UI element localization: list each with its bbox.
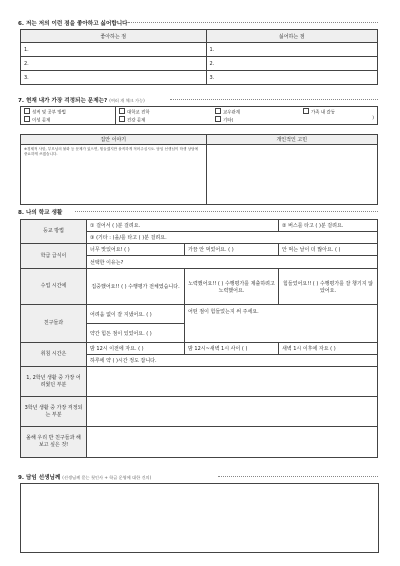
option-study[interactable]: 성적 및 공부 방법 xyxy=(21,107,116,116)
col-dislike-header: 싫어하는 점 xyxy=(206,30,378,43)
col-like-header: 좋아하는 점 xyxy=(21,30,207,43)
section-9-title-text: 9. 담임 선생님께 xyxy=(18,475,61,481)
section-9-title xyxy=(18,473,151,481)
option-family[interactable]: 가족 내 갈등 xyxy=(300,107,378,116)
commute-label: 등교 방법 xyxy=(21,220,87,244)
worries-table xyxy=(20,134,378,205)
col-personal-header: 개인적인 고민 xyxy=(206,135,378,145)
title-leader-dots xyxy=(128,22,378,23)
friends-label: 친구들과 xyxy=(21,305,87,343)
lunch-option-a[interactable]: 너무 맛있어요! ( ) xyxy=(87,244,185,256)
dislike-row-3[interactable]: 3. xyxy=(206,71,378,85)
lunch-option-b[interactable]: 가끔 안 먹었어요. ( ) xyxy=(185,244,279,256)
lunch-label: 학급 급식이 xyxy=(21,244,87,269)
friends-difficulty-field[interactable]: 어떤 점이 힘들었는지 써 주세요. xyxy=(185,305,378,343)
class-option-c[interactable]: 힘들었어요!! ( ) 수행평가를 잘 챙기지 않았어요. xyxy=(279,269,378,305)
q-past-difficulty-label: 1, 2학년 생활 중 가장 어려웠던 부분 xyxy=(21,367,87,397)
checkbox[interactable] xyxy=(119,116,125,122)
like-row-2[interactable]: 2. xyxy=(21,57,207,71)
checkbox[interactable] xyxy=(24,116,30,122)
q-past-difficulty-field[interactable] xyxy=(87,367,378,397)
class-label: 수업 시간에 xyxy=(21,269,87,305)
lunch-option-c[interactable]: 안 먹는 날이 더 많아요. ( ) xyxy=(279,244,378,256)
section-9-subtitle: (선생님께 묻는 첫인사 + 학급 운영에 대한 건의) xyxy=(62,475,152,480)
section-7-subtitle: (여러 개 체크 가능) xyxy=(109,98,145,103)
concerns-checklist xyxy=(20,106,378,125)
commute-other[interactable]: ③ (기타 : )을/를 타고 ( )분 걸려요. xyxy=(87,232,378,244)
checkbox[interactable] xyxy=(24,108,30,114)
commute-walk[interactable]: ① 걸어서 ( )분 걸려요. xyxy=(87,220,279,232)
class-option-a[interactable]: 집중했어요!! ( ) 수행평가 전체였습니다. xyxy=(87,269,185,305)
checkbox[interactable] xyxy=(215,108,221,114)
like-row-1[interactable]: 1. xyxy=(21,43,207,57)
q-senior-worry-label: 3학년 생활 중 가장 걱정되는 부분 xyxy=(21,397,87,427)
q-class-wish-label: 올해 우리 반 친구들과 해 보고 싶은 것! xyxy=(21,427,87,458)
section-6-title: 6. 저는 저의 이런 점을 좋아하고 싫어합니다 xyxy=(18,21,128,27)
option-dating[interactable]: 이성 문제 xyxy=(21,116,116,125)
option-other[interactable]: 기타( ) xyxy=(212,116,378,125)
option-college[interactable]: 대학교 진학 xyxy=(116,107,213,116)
school-life-table xyxy=(20,219,378,458)
sleep-label: 취침 시간은 xyxy=(21,343,87,367)
teacher-message-field[interactable] xyxy=(20,483,379,553)
likes-table xyxy=(20,29,378,85)
section-7-title xyxy=(18,96,145,104)
option-friends[interactable]: 교우관계 xyxy=(212,107,300,116)
title-leader-dots xyxy=(75,211,378,212)
lunch-reason[interactable]: 선택한 이유는? xyxy=(87,256,378,269)
friends-option-b[interactable]: 약간 힘든 점이 있었어요. ( ) xyxy=(87,324,185,343)
checkbox[interactable] xyxy=(215,116,221,122)
q-senior-worry-field[interactable] xyxy=(87,397,378,427)
sleep-hours[interactable]: 하루에 약 ( )시간 정도 잡니다. xyxy=(87,355,378,367)
option-health[interactable]: 건강 문제 xyxy=(116,116,213,125)
commute-bus[interactable]: ② 버스를 타고 ( )분 걸려요. xyxy=(279,220,378,232)
title-leader-dots xyxy=(170,99,378,100)
sleep-option-b[interactable]: 밤 12시~새벽 1시 사이 ( ) xyxy=(185,343,279,355)
q-class-wish-field[interactable] xyxy=(87,427,378,458)
sleep-option-a[interactable]: 밤 12시 이전에 자요. ( ) xyxy=(87,343,185,355)
class-option-b[interactable]: 노력했어요!! ( ) 수행평가를 제출하려고 노력했어요. xyxy=(185,269,279,305)
friends-option-a[interactable]: 어려움 없이 잘 지냈어요. ( ) xyxy=(87,305,185,324)
sleep-option-c[interactable]: 새벽 1시 이후에 자요 ( ) xyxy=(279,343,378,355)
home-story-field[interactable]: ※경제적 사항, 부모님의 불화 등 문제가 있으면, 힘들겠지만 솔직하게 적어주십시오. 담임 선생님이 학생 상담에 중요하게 쓰겠습니다. xyxy=(21,145,207,205)
section-7-title-text: 7. 현재 내가 가장 걱정되는 문제는? xyxy=(18,98,108,104)
col-home-header: 집안 이야기 xyxy=(21,135,207,145)
section-8-title: 8. 나의 학교 생활 xyxy=(18,210,63,216)
dislike-row-1[interactable]: 1. xyxy=(206,43,378,57)
checkbox[interactable] xyxy=(303,108,309,114)
like-row-3[interactable]: 3. xyxy=(21,71,207,85)
checkbox[interactable] xyxy=(119,108,125,114)
title-leader-dots xyxy=(218,476,378,477)
personal-worry-field[interactable] xyxy=(206,145,378,205)
dislike-row-2[interactable]: 2. xyxy=(206,57,378,71)
